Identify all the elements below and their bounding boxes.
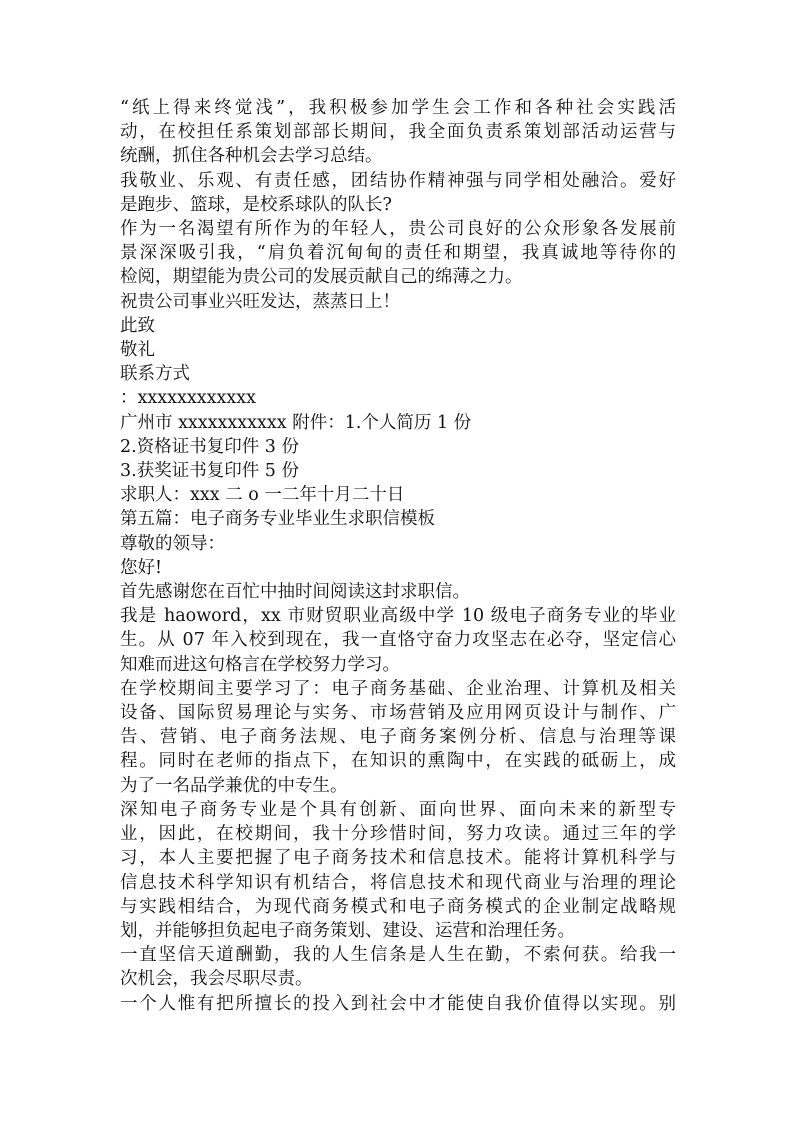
text-line: 一直坚信天道酬勤，我的人生信条是人生在勤，不索何获。给我一 <box>120 945 676 966</box>
text-line: 祝贵公司事业兴旺发达，蒸蒸日上！ <box>120 291 400 312</box>
text-line: 业，因此，在校期间，我十分珍惜时间，努力攻读。通过三年的学 <box>120 824 676 845</box>
text-line: ：xxxxxxxxxxxx <box>120 388 256 409</box>
text-line: 设备、国际贸易理论与实务、市场营销及应用网页设计与制作、广 <box>120 703 676 724</box>
text-line: 您好! <box>120 557 163 578</box>
text-line: 告、营销、电子商务法规、电子商务案例分析、信息与治理等课 <box>120 727 676 748</box>
text-line: 作为一名渴望有所作为的年轻人，贵公司良好的公众形象各发展前 <box>120 219 676 240</box>
text-line: 2.资格证书复印件 3 份 <box>120 436 299 457</box>
text-line: 一个人惟有把所擅长的投入到社会中才能使自我价值得以实现。别 <box>120 993 676 1014</box>
text-line: “纸上得来终觉浅”，我积极参加学生会工作和各种社会实践活 <box>120 98 676 118</box>
text-line: 程。同时在老师的指点下，在知识的熏陶中，在实践的砥砺上，成 <box>120 751 676 772</box>
text-line: 广州市 xxxxxxxxxxx 附件：1.个人简历 1 份 <box>120 412 472 433</box>
text-line: 检阅，期望能为贵公司的发展贡献自己的绵薄之力。 <box>120 267 523 288</box>
text-line: 此致 <box>120 315 155 336</box>
text-line: 与实践相结合，为现代商务模式和电子商务模式的企业制定战略规 <box>120 896 676 917</box>
text-line: 动，在校担任系策划部部长期间，我全面负责系策划部活动运营与 <box>120 122 676 143</box>
text-line: 生。从 07 年入校到现在，我一直恪守奋力攻坚志在必夺，坚定信心 <box>120 630 676 651</box>
text-line: 在学校期间主要学习了：电子商务基础、企业治理、计算机及相关 <box>120 678 676 699</box>
text-line: 尊敬的领导： <box>120 533 225 554</box>
text-line: 习，本人主要把握了电子商务技术和信息技术。能将计算机科学与 <box>120 848 676 869</box>
text-line: 为了一名品学兼优的中专生。 <box>120 775 348 796</box>
text-line: 第五篇：电子商务专业毕业生求职信模板 <box>120 509 435 530</box>
text-line: 3.获奖证书复印件 5 份 <box>120 461 299 482</box>
text-line: 联系方式 <box>120 364 190 385</box>
text-line: 我是 haoword，xx 市财贸职业高级中学 10 级电子商务专业的毕业 <box>120 606 676 627</box>
text-line: 统酬，抓住各种机会去学习总结。 <box>120 146 383 167</box>
letter-body <box>120 96 676 1016</box>
text-line: 划，并能够担负起电子商务策划、建设、运营和治理任务。 <box>120 920 575 941</box>
text-line: 求职人：xxx 二 o 一二年十月二十日 <box>120 485 405 506</box>
text-line: 知难而进这句格言在学校努力学习。 <box>120 654 400 675</box>
text-line: 是跑步、篮球，是校系球队的队长? <box>120 194 392 215</box>
text-line: 首先感谢您在百忙中抽时间阅读这封求职信。 <box>120 582 470 603</box>
text-line: 敬礼 <box>120 340 155 361</box>
text-line: 深知电子商务专业是个具有创新、面向世界、面向未来的新型专 <box>120 799 676 820</box>
text-line: 次机会，我会尽职尽责。 <box>120 969 313 990</box>
text-line: 信息技术科学知识有机结合，将信息技术和现代商业与治理的理论 <box>120 872 676 893</box>
text-line: 景深深吸引我，“肩负着沉甸甸的责任和期望，我真诚地等待你的 <box>120 243 676 264</box>
text-line: 我敬业、乐观、有责任感，团结协作精神强与同学相处融洽。爱好 <box>120 170 676 191</box>
